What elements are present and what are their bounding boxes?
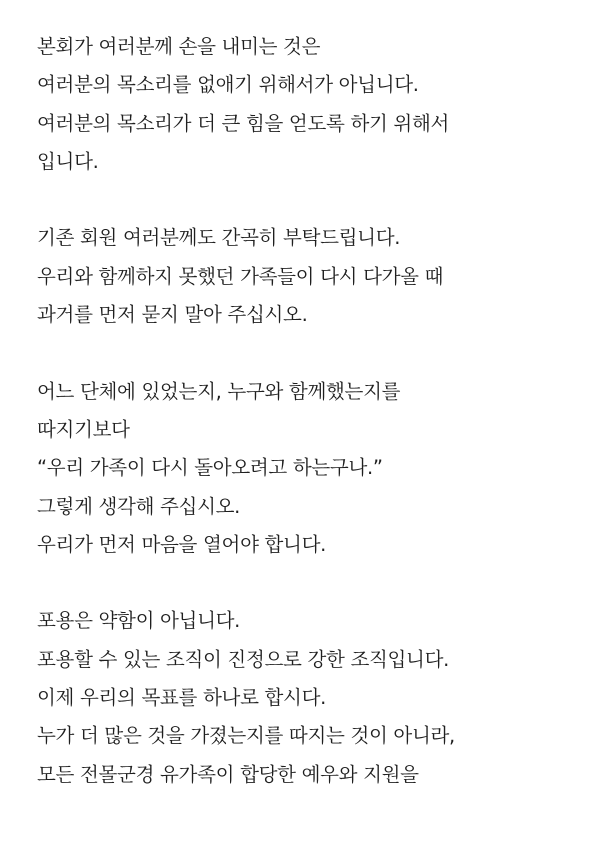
text-line: 포용할 수 있는 조직이 진정으로 강한 조직입니다. <box>37 647 450 671</box>
text-line: 여러분의 목소리가 더 큰 힘을 얻도록 하기 위해서 <box>37 111 450 135</box>
text-line: 여러분의 목소리를 없애기 위해서가 아닙니다. <box>37 73 419 97</box>
text-line: 모든 전몰군경 유가족이 합당한 예우와 지원을 <box>37 762 419 786</box>
text-line: 기존 회원 여러분께도 간곡히 부탁드립니다. <box>37 226 401 250</box>
paragraph-2 <box>37 219 592 334</box>
text-line: 우리와 함께하지 못했던 가족들이 다시 다가올 때 <box>37 264 444 288</box>
text-line: 우리가 먼저 마음을 열어야 합니다. <box>37 532 327 556</box>
text-line: 따지기보다 <box>37 417 130 441</box>
text-line: 과거를 먼저 묻지 말아 주십시오. <box>37 303 308 327</box>
paragraph-1 <box>37 28 592 181</box>
document-body <box>37 28 592 794</box>
paragraph-gap <box>37 564 592 602</box>
text-line: 포용은 약함이 아닙니다. <box>37 609 241 633</box>
text-line: 누가 더 많은 것을 가졌는지를 따지는 것이 아니라, <box>37 724 455 748</box>
text-line: 본회가 여러분께 손을 내미는 것은 <box>37 35 321 58</box>
text-line: “우리 가족이 다시 돌아오려고 하는구나.” <box>37 456 383 480</box>
text-line: 이제 우리의 목표를 하나로 합시다. <box>37 686 327 710</box>
text-line: 그렇게 생각해 주십시오. <box>37 494 241 518</box>
text-line: 어느 단체에 있었는지, 누구와 함께했는지를 <box>37 379 401 403</box>
paragraph-gap <box>37 181 592 219</box>
text-line: 입니다. <box>37 149 99 173</box>
paragraph-3 <box>37 373 592 564</box>
paragraph-gap <box>37 334 592 372</box>
paragraph-4 <box>37 602 592 793</box>
